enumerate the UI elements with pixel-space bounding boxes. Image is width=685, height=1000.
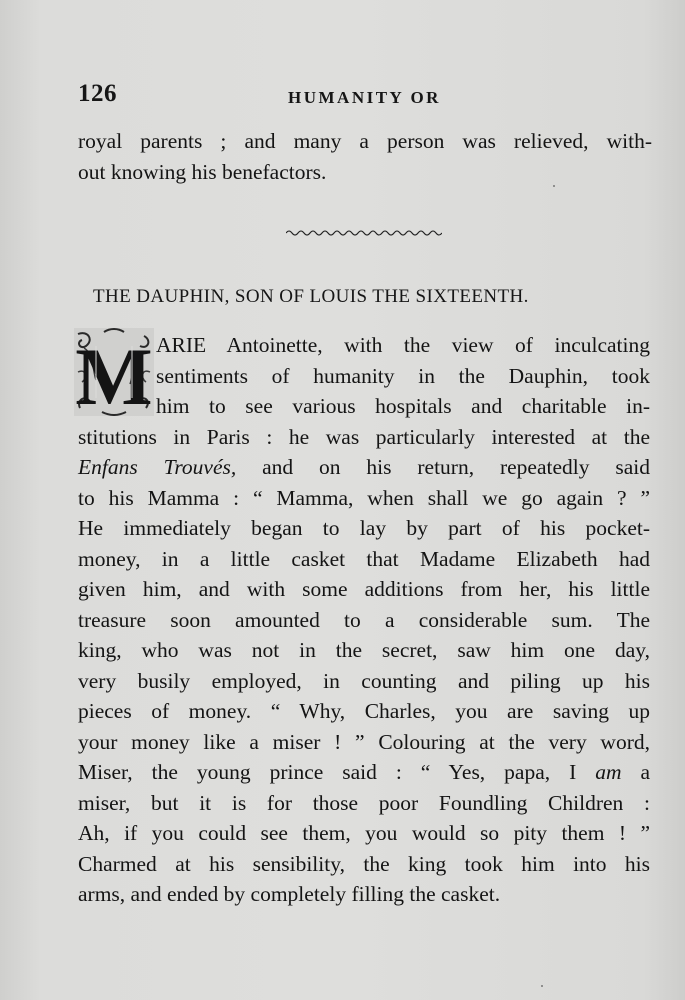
text-line: money, in a little casket that Madame Elizabeth had: [78, 546, 650, 571]
text-span: a: [621, 760, 650, 784]
text-line: very busily employed, in counting and piling up his: [78, 668, 650, 693]
text-span: Miser, the young prince said : “ Yes, papa, I: [78, 760, 577, 784]
text-line: him to see various hospitals and charitable in-: [156, 394, 650, 418]
text-line: arms, and ended by completely filling the casket.: [78, 882, 501, 906]
italic-phrase: Enfans Trouvés,: [78, 455, 237, 479]
text-line: out knowing his benefactors.: [78, 159, 327, 184]
text-line: [78, 757, 650, 788]
text-line: pieces of money. “ Why, Charles, you are saving up: [78, 699, 650, 723]
text-line: miser, but it is for those poor Foundling Children :: [78, 790, 650, 815]
ornamental-rule: [286, 228, 442, 238]
main-paragraph: [78, 330, 650, 910]
text-line: Charmed at his sensibility, the king took him into his: [78, 851, 650, 876]
text-line: given him, and with some additions from her, his little: [78, 577, 650, 601]
text-line: your money like a miser ! ” Colouring at the very word,: [78, 729, 650, 754]
text-line: sentiments of humanity in the Dauphin, took: [156, 363, 650, 388]
page-header: [78, 80, 643, 112]
text-span: and on his return, repeatedly said: [236, 455, 650, 479]
text-line: stitutions in Paris : he was particularly interested at the: [78, 424, 650, 449]
text-line: treasure soon amounted to a considerable sum. The: [78, 607, 650, 632]
text-line: ARIE Antoinette, with the view of inculcating: [156, 333, 650, 357]
text-line: king, who was not in the secret, saw him one day,: [78, 638, 650, 662]
text-line: Ah, if you could see them, you would so pity them ! ”: [78, 821, 650, 845]
text-line: [78, 452, 650, 483]
text-line: to his Mamma : “ Mamma, when shall we go again ? ”: [78, 485, 650, 510]
text-line: He immediately began to lay by part of his pocket-: [78, 516, 650, 540]
paper-speck: [553, 185, 555, 187]
italic-word: am: [595, 760, 622, 784]
svg-text:M: M: [75, 331, 153, 416]
paper-speck: [541, 985, 543, 987]
intro-paragraph: [78, 126, 652, 187]
page-number: 126: [78, 80, 117, 107]
running-head: HUMANITY OR: [288, 88, 441, 107]
section-title: THE DAUPHIN, SON OF LOUIS THE SIXTEENTH.: [93, 286, 529, 307]
text-line: royal parents ; and many a person was relieved, with-: [78, 129, 652, 153]
